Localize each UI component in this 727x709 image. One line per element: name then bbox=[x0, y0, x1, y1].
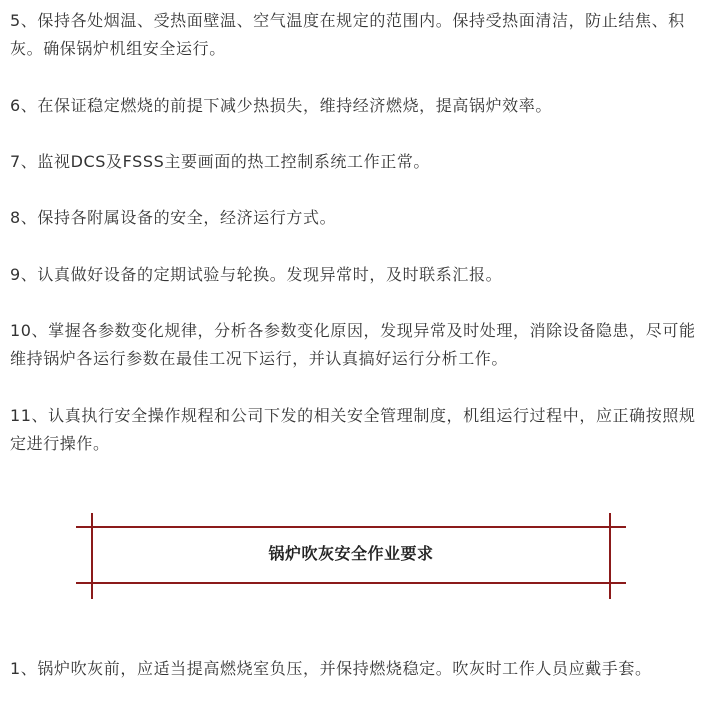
section-heading-box bbox=[76, 513, 626, 599]
paragraph-item-6: 6、在保证稳定燃烧的前提下减少热损失，维持经济燃烧，提高锅炉效率。 bbox=[10, 96, 552, 115]
paragraph-item-7: 7、监视DCS及FSSS主要画面的热工控制系统工作正常。 bbox=[10, 152, 431, 171]
section-title: 锅炉吹灰安全作业要求 bbox=[268, 544, 434, 563]
paragraph-item-10: 10、掌握各参数变化规律，分析各参数变化原因，发现异常及时处理，消除设备隐患，尽可能维持锅炉各运行参数在最佳工况下运行，并认真搞好运行分析工作。 bbox=[10, 321, 696, 368]
paragraph-item-9: 9、认真做好设备的定期试验与轮换。发现异常时，及时联系汇报。 bbox=[10, 265, 503, 284]
paragraph-item-5: 5、保持各处烟温、受热面壁温、空气温度在规定的范围内。保持受热面清洁，防止结焦、积灰。确保锅炉机组安全运行。 bbox=[10, 11, 685, 58]
paragraph-item-8: 8、保持各附属设备的安全，经济运行方式。 bbox=[10, 208, 337, 227]
heading-top-line bbox=[76, 526, 626, 528]
heading-bottom-line bbox=[76, 582, 626, 584]
paragraph-item-11: 11、认真执行安全操作规程和公司下发的相关安全管理制度，机组运行过程中，应正确按照规定进行操作。 bbox=[10, 406, 696, 453]
section-paragraph-item-1: 1、锅炉吹灰前，应适当提高燃烧室负压，并保持燃烧稳定。吹灰时工作人员应戴手套。 bbox=[10, 659, 652, 678]
